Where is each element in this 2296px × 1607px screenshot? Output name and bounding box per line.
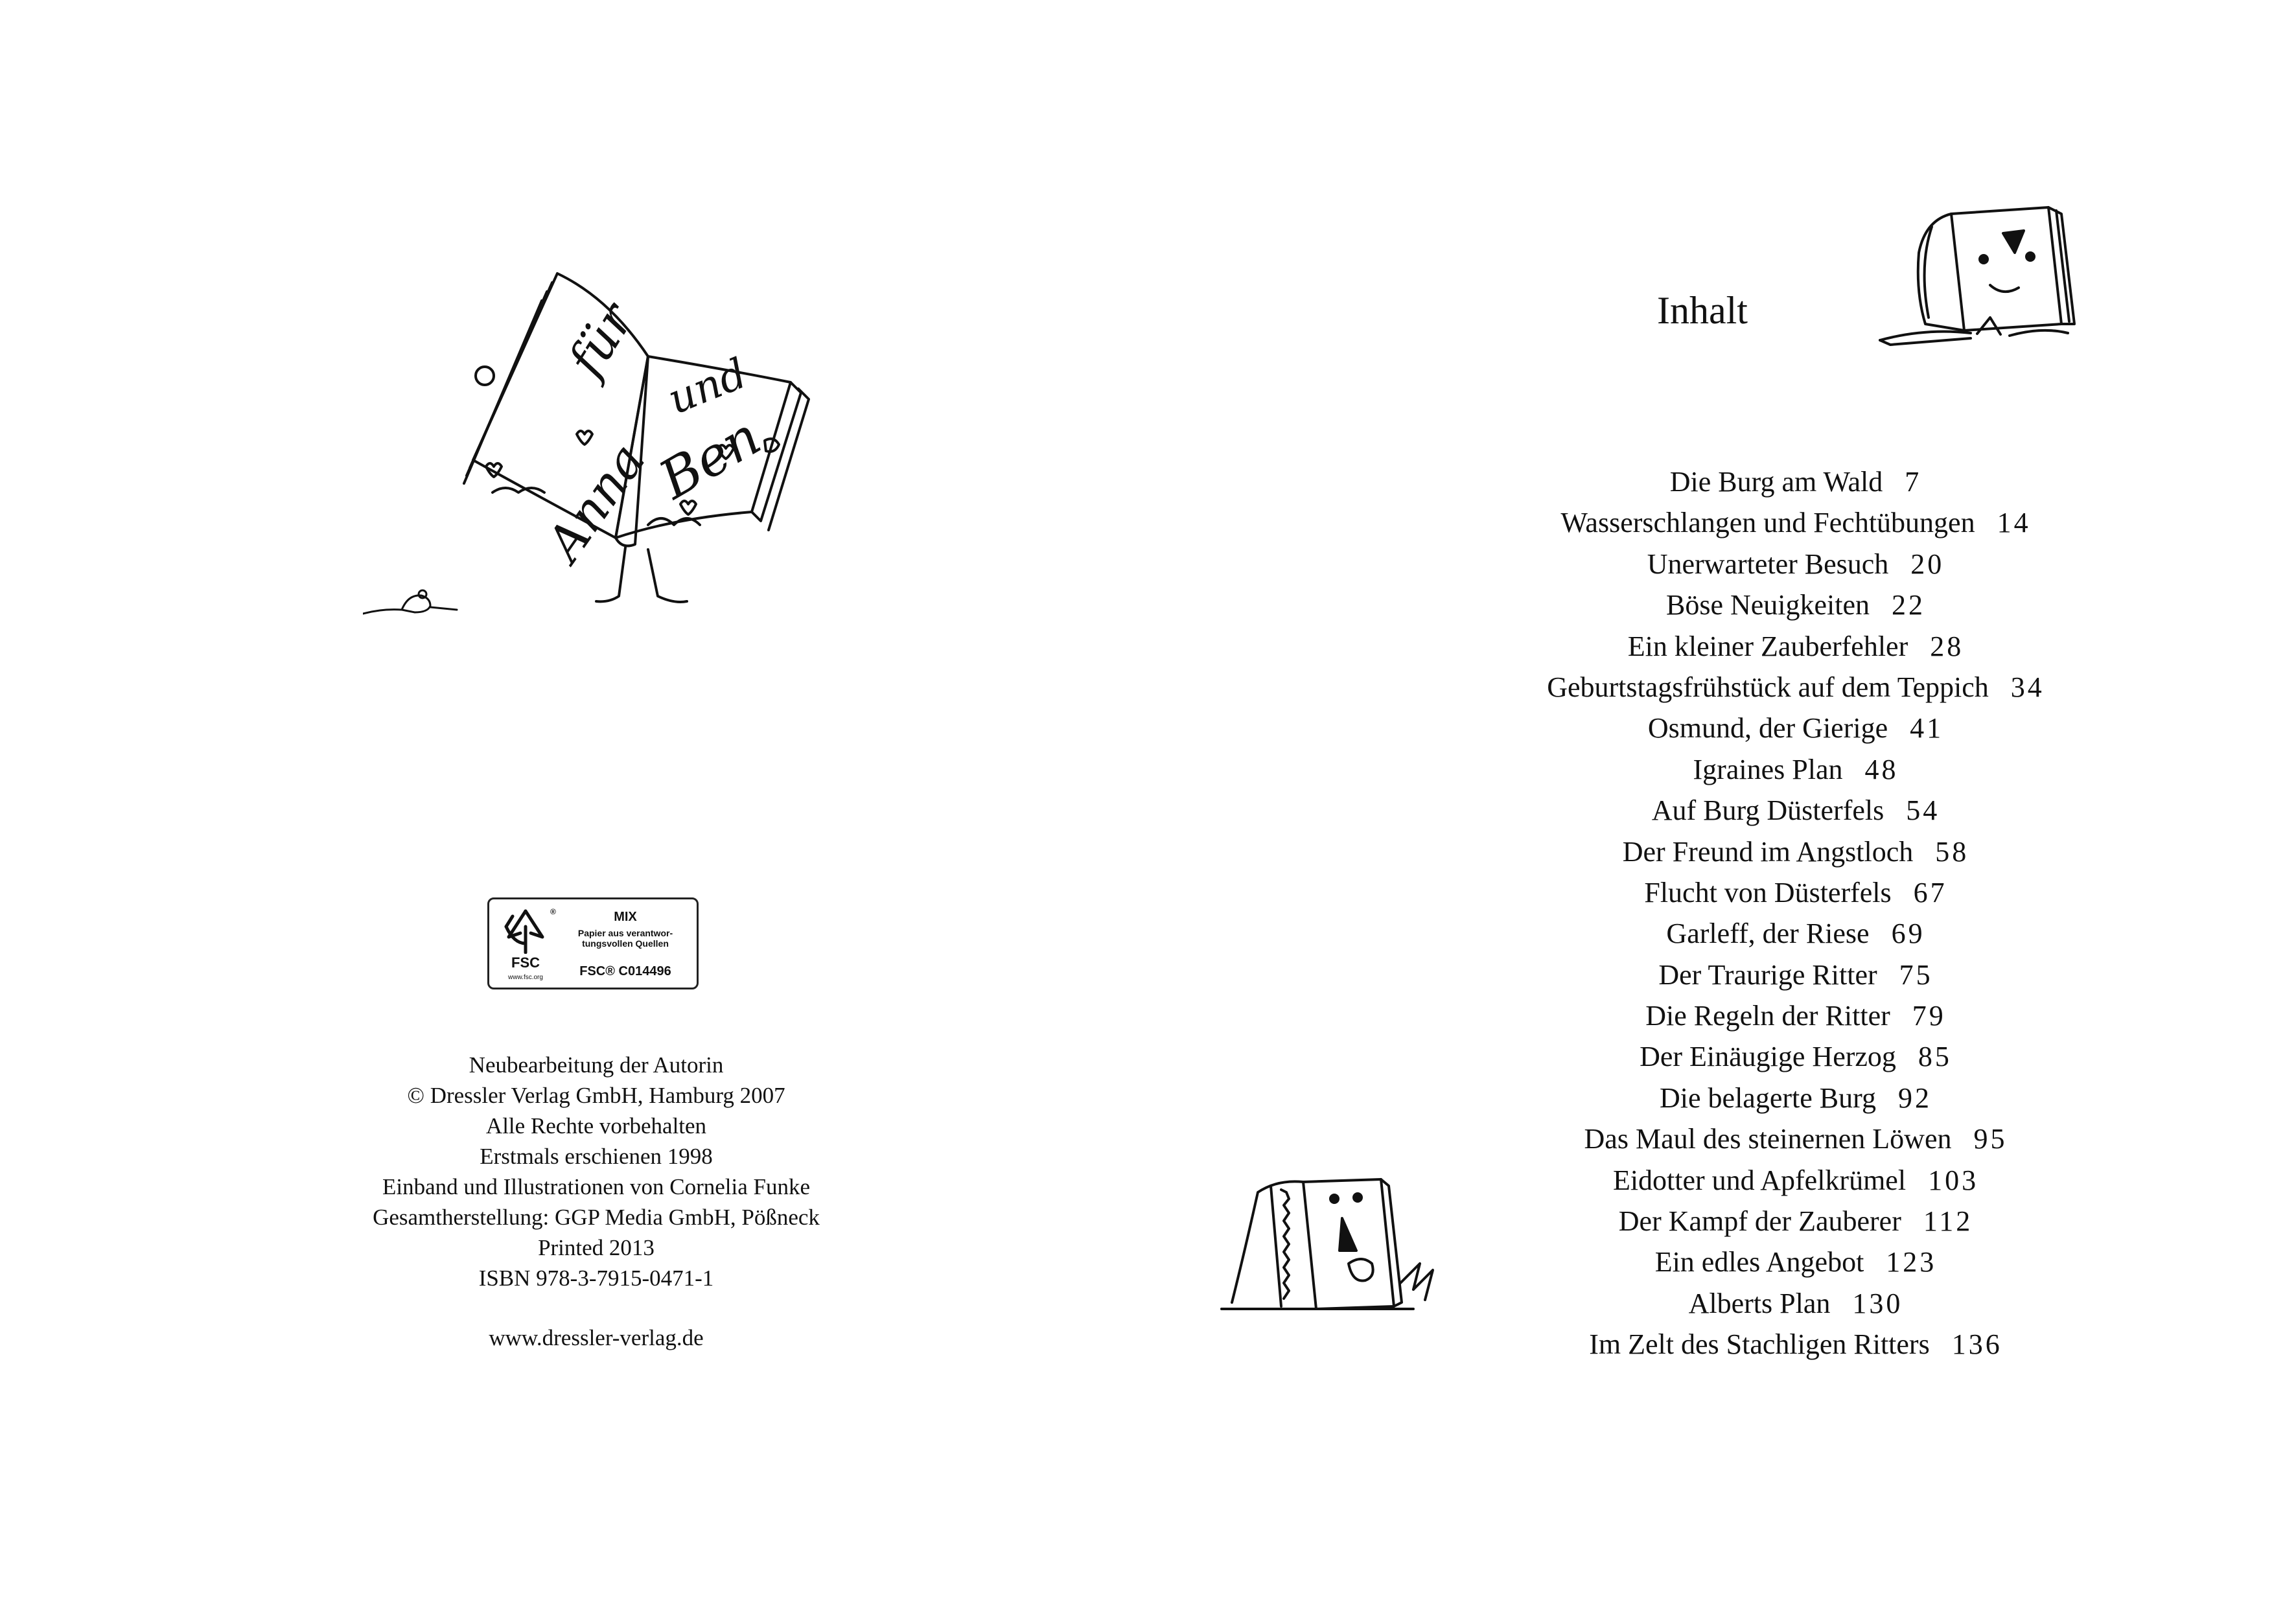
- imprint-line: © Dressler Verlag GmbH, Hamburg 2007: [407, 1083, 785, 1108]
- toc-entry[interactable]: [1407, 954, 2185, 995]
- toc-entry[interactable]: [1407, 544, 2185, 584]
- toc-entry[interactable]: [1407, 913, 2185, 954]
- dedication-fuer: für: [556, 293, 645, 387]
- imprint-line: Alle Rechte vorbehalten: [485, 1113, 707, 1139]
- fsc-mix-label: MIX: [614, 910, 637, 924]
- toc-entry[interactable]: [1407, 708, 2185, 748]
- toc-entry[interactable]: [1407, 1078, 2185, 1118]
- toc-entry-title: Ein edles Angebot: [1654, 1246, 1864, 1278]
- toc-entry-page: 34: [2010, 671, 2045, 703]
- fsc-license-code: FSC® C014496: [579, 964, 671, 978]
- toc-entry-title: Alberts Plan: [1688, 1287, 1831, 1319]
- toc-entry[interactable]: [1407, 1036, 2185, 1077]
- toc-entry-title: Die Regeln der Ritter: [1645, 1000, 1890, 1032]
- toc-entry-page: 67: [1913, 876, 1947, 908]
- imprint-line: Neubearbeitung der Autorin: [469, 1052, 724, 1078]
- publisher-website-link[interactable]: www.dressler-verlag.de: [489, 1325, 704, 1350]
- toc-entry[interactable]: [1407, 626, 2185, 667]
- toc-entry[interactable]: [1407, 461, 2185, 502]
- toc-entry-page: 58: [1935, 835, 1969, 868]
- fsc-description-line: Papier aus verantwor-: [577, 928, 673, 938]
- dedication-illustration: [363, 259, 842, 622]
- fsc-registered-mark: ®: [550, 907, 556, 916]
- imprint-line: Einband und Illustrationen von Cornelia Funke: [382, 1174, 811, 1199]
- toc-entry-title: Der Traurige Ritter: [1658, 958, 1877, 991]
- fsc-name: FSC: [511, 954, 540, 971]
- fsc-description: [561, 928, 690, 949]
- toc-entry[interactable]: [1407, 1242, 2185, 1282]
- imprint-block: [272, 1050, 920, 1353]
- imprint-line: Printed 2013: [538, 1235, 655, 1260]
- toc-entry-page: 112: [1923, 1205, 1973, 1238]
- toc-entry-page: 28: [1930, 630, 1964, 662]
- toc-entry-page: 7: [1905, 466, 1922, 498]
- toc-entry[interactable]: [1407, 1118, 2185, 1159]
- toc-entry-title: Geburtstagsfrühstück auf dem Teppich: [1547, 671, 1989, 703]
- toc-entry-page: 136: [1951, 1328, 2002, 1361]
- toc-entry-title: Igraines Plan: [1693, 753, 1843, 785]
- toc-entry-title: Garleff, der Riese: [1666, 918, 1870, 950]
- toc-entry[interactable]: [1407, 831, 2185, 872]
- toc-entry-page: 75: [1899, 958, 1933, 991]
- toc-entry-page: 130: [1852, 1287, 1903, 1319]
- imprint-line: Gesamtherstellung: GGP Media GmbH, Pößneck: [373, 1205, 820, 1230]
- toc-entry-title: Die Burg am Wald: [1669, 466, 1883, 498]
- toc-entry-title: Im Zelt des Stachligen Ritters: [1589, 1328, 1930, 1361]
- fsc-description-line: tungsvollen Quellen: [582, 938, 669, 949]
- fsc-website: www.fsc.org: [508, 974, 543, 981]
- toc-entry-title: Ein kleiner Zauberfehler: [1627, 630, 1908, 662]
- toc-entry-page: 54: [1906, 794, 1940, 827]
- imprint-line: ISBN 978-3-7915-0471-1: [478, 1266, 714, 1291]
- toc-entry-title: Flucht von Düsterfels: [1644, 876, 1892, 908]
- book-character-bottom-drawing: [1219, 1153, 1465, 1322]
- toc-entry-page: 41: [1910, 712, 1944, 745]
- toc-entry[interactable]: [1407, 790, 2185, 831]
- toc-entry-title: Auf Burg Düsterfels: [1651, 794, 1884, 827]
- fsc-logo: [487, 897, 699, 989]
- imprint-line: Erstmals erschienen 1998: [480, 1144, 713, 1169]
- toc-entry-page: 123: [1886, 1246, 1937, 1278]
- toc-entry-page: 48: [1864, 753, 1899, 785]
- toc-entry-page: 14: [1997, 507, 2031, 539]
- toc-entry-page: 95: [1973, 1123, 2008, 1155]
- toc-entry[interactable]: [1407, 1201, 2185, 1242]
- toc-entry-page: 92: [1897, 1081, 1932, 1114]
- toc-entry[interactable]: [1407, 749, 2185, 790]
- toc-entry[interactable]: [1407, 667, 2185, 708]
- toc-entry-title: Die belagerte Burg: [1660, 1081, 1876, 1114]
- mouse-drawing: [363, 580, 460, 619]
- toc-entry-title: Eidotter und Apfelkrümel: [1612, 1164, 1907, 1196]
- toc-entry-title: Osmund, der Gierige: [1647, 712, 1888, 745]
- dedication-ben: Ben: [649, 405, 771, 512]
- book-character-top-drawing: [1854, 194, 2100, 350]
- toc-entry[interactable]: [1407, 995, 2185, 1036]
- toc-entry-title: Der Einäugige Herzog: [1640, 1041, 1896, 1073]
- toc-entry[interactable]: [1407, 1160, 2185, 1201]
- right-page: [1148, 0, 2296, 1607]
- toc-entry-page: 79: [1912, 1000, 1946, 1032]
- toc-entry[interactable]: [1407, 872, 2185, 913]
- toc-entry-title: Der Freund im Angstloch: [1622, 835, 1914, 868]
- toc-entry[interactable]: [1407, 1283, 2185, 1324]
- toc-entry[interactable]: [1407, 584, 2185, 625]
- toc-entry-title: Unerwarteter Besuch: [1647, 548, 1889, 580]
- fsc-tree-icon: [501, 907, 550, 954]
- toc-entry[interactable]: [1407, 1324, 2185, 1365]
- dedication-anna: Anna: [535, 432, 656, 572]
- toc-entry-page: 103: [1928, 1164, 1979, 1196]
- table-of-contents: [1407, 461, 2185, 1365]
- toc-entry-title: Wasserschlangen und Fechtübungen: [1560, 507, 1975, 539]
- toc-entry-title: Das Maul des steinernen Löwen: [1584, 1123, 1952, 1155]
- dedication-und: und: [661, 349, 754, 424]
- page-title: Inhalt: [1657, 289, 1748, 332]
- toc-entry-page: 69: [1891, 918, 1925, 950]
- toc-entry-page: 22: [1892, 589, 1926, 621]
- toc-entry-page: 85: [1918, 1041, 1952, 1073]
- toc-entry-page: 20: [1910, 548, 1945, 580]
- toc-entry-title: Böse Neuigkeiten: [1665, 589, 1870, 621]
- toc-entry[interactable]: [1407, 502, 2185, 543]
- toc-entry-title: Der Kampf der Zauberer: [1618, 1205, 1901, 1238]
